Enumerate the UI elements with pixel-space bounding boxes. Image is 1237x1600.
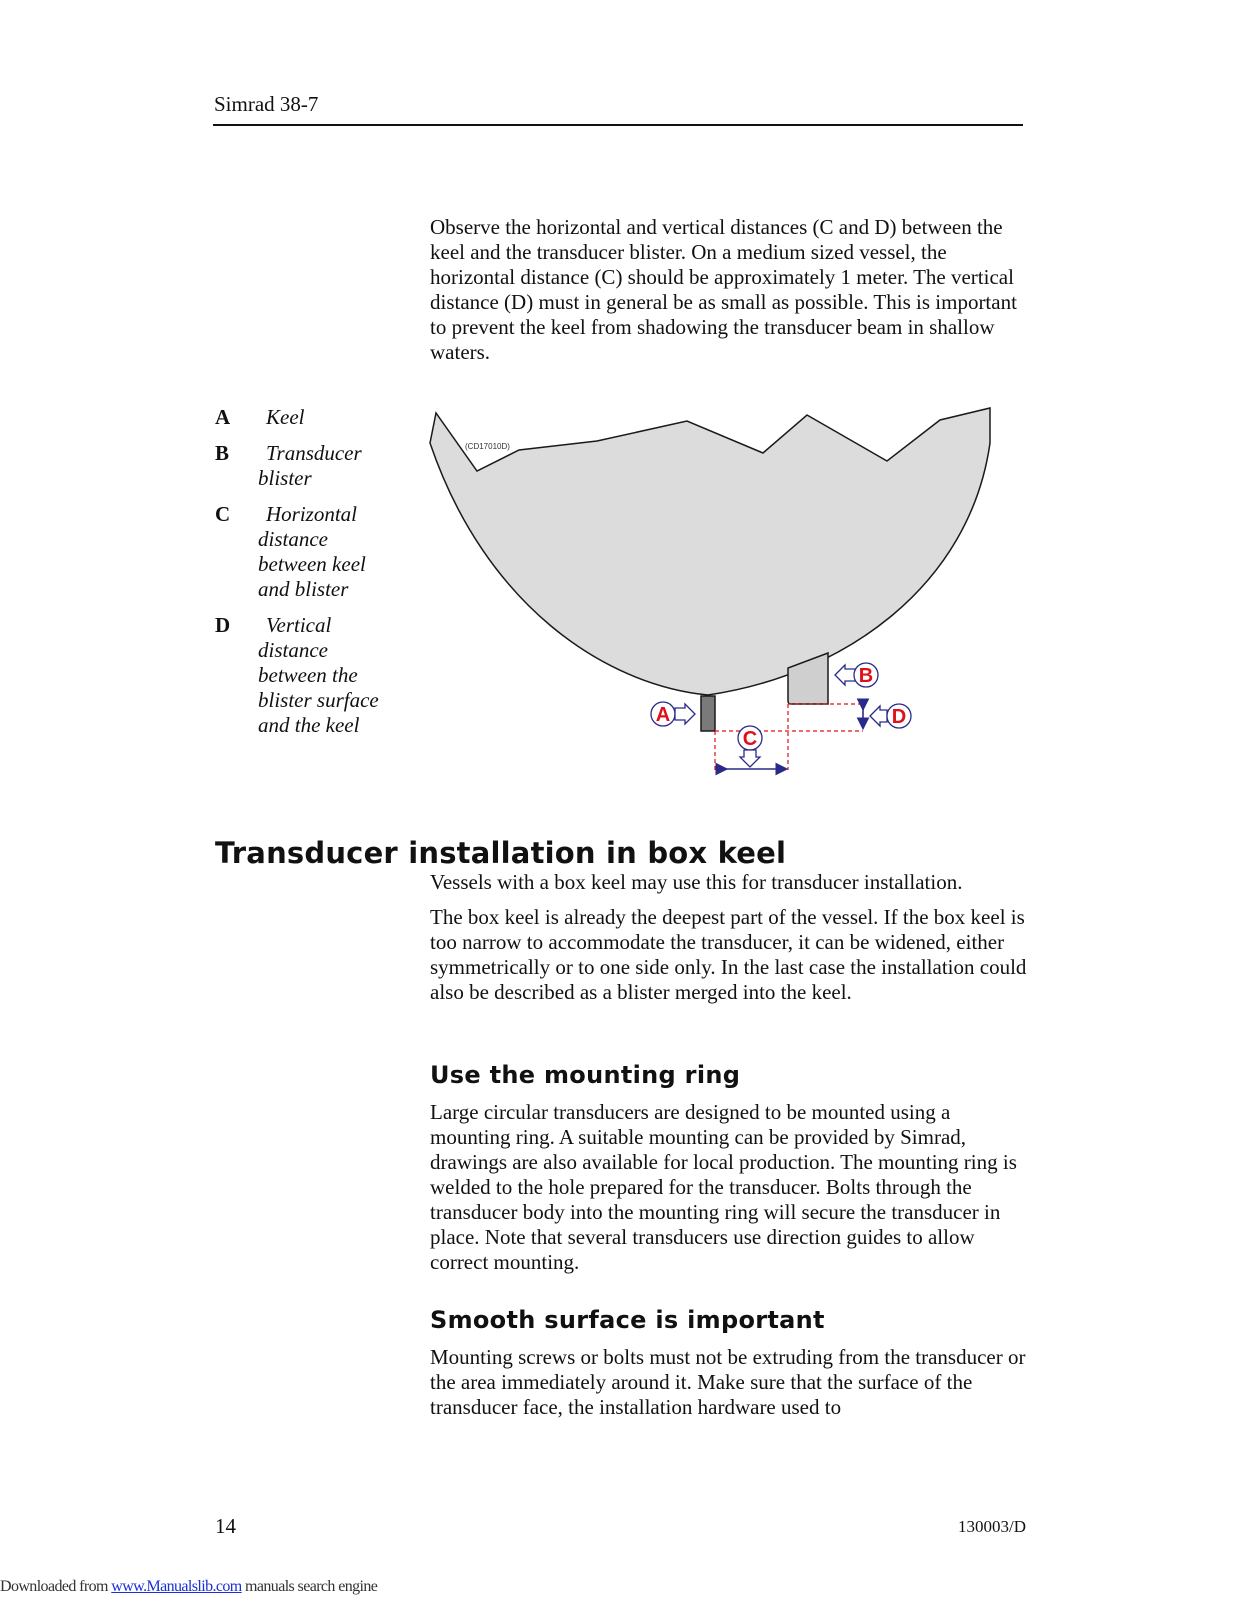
figure-code: (CD17010D) — [465, 442, 510, 451]
figure-legend — [215, 405, 415, 749]
keel-blister-diagram — [425, 405, 1025, 805]
mounting-ring-heading: Use the mounting ring — [430, 1061, 741, 1089]
header-rule — [213, 124, 1023, 126]
intro-paragraph: Observe the horizontal and vertical distances (C and D) between the keel and the transducer blister. On a medium sized vessel, the horizontal distance (C) should be approximately 1 meter. The vertical distance (D) must in general be as small as possible. This is important to prevent the keel from shadowing the transducer beam in shallow waters. — [430, 215, 1017, 364]
legend-text: Horizontal distance between keel and blister — [258, 502, 366, 601]
legend-text: Vertical distance between the blister surface and the keel — [258, 613, 379, 737]
legend-text: Transducer blister — [258, 441, 362, 490]
label-b-marker — [835, 663, 878, 687]
keel-block — [701, 696, 715, 731]
label-c: C — [742, 728, 758, 750]
label-d: D — [891, 706, 907, 728]
page-number: 14 — [215, 1514, 236, 1538]
label-b: B — [858, 665, 874, 687]
hull-cross-section — [430, 408, 990, 695]
section-paragraph-1: Vessels with a box keel may use this for transducer installation. — [430, 870, 963, 894]
section-heading: Transducer installation in box keel — [215, 836, 787, 870]
legend-letter: C — [215, 502, 231, 526]
dimension-lines — [715, 704, 863, 770]
smooth-surface-heading: Smooth surface is important — [430, 1306, 825, 1334]
legend-item-c — [215, 502, 415, 602]
smooth-surface-paragraph: Mounting screws or bolts must not be extruding from the transducer or the area immediately around it. Make sure that the surface of the transducer face, the installation hardware used to — [430, 1345, 1026, 1419]
legend-item-a — [215, 405, 415, 430]
legend-text: Keel — [266, 405, 305, 429]
label-d-marker — [870, 704, 911, 728]
legend-letter: B — [215, 441, 230, 465]
section-paragraph-2: The box keel is already the deepest part of the vessel. If the box keel is too narrow to accommodate the transducer, it can be widened, either symmetrically or to one side only. In the last case the installation could also be described as a blister merged into the keel. — [430, 905, 1027, 1004]
download-prefix: Downloaded from — [0, 1578, 112, 1595]
running-header: Simrad 38-7 — [214, 92, 319, 116]
label-a: A — [655, 704, 671, 726]
legend-letter: A — [215, 405, 231, 429]
label-c-marker — [738, 726, 762, 767]
download-suffix: manuals search engine — [241, 1578, 378, 1595]
legend-item-b — [215, 441, 415, 491]
legend-letter: D — [215, 613, 231, 637]
legend-item-d — [215, 613, 415, 738]
document-number: 130003/D — [958, 1517, 1026, 1536]
manualslib-link[interactable]: www.Manualslib.com — [111, 1578, 242, 1595]
download-notice — [0, 1578, 377, 1596]
label-a-marker — [651, 702, 695, 726]
mounting-ring-paragraph: Large circular transducers are designed to be mounted using a mounting ring. A suitable mounting can be provided by Simrad, drawings are also available for local production. The mounting ring is welded to the hole prepared for the transducer. Bolts through the transducer body into the mounting ring will secure the transducer in place. Note that several transducers use direction guides to allow correct mounting. — [430, 1100, 1017, 1274]
